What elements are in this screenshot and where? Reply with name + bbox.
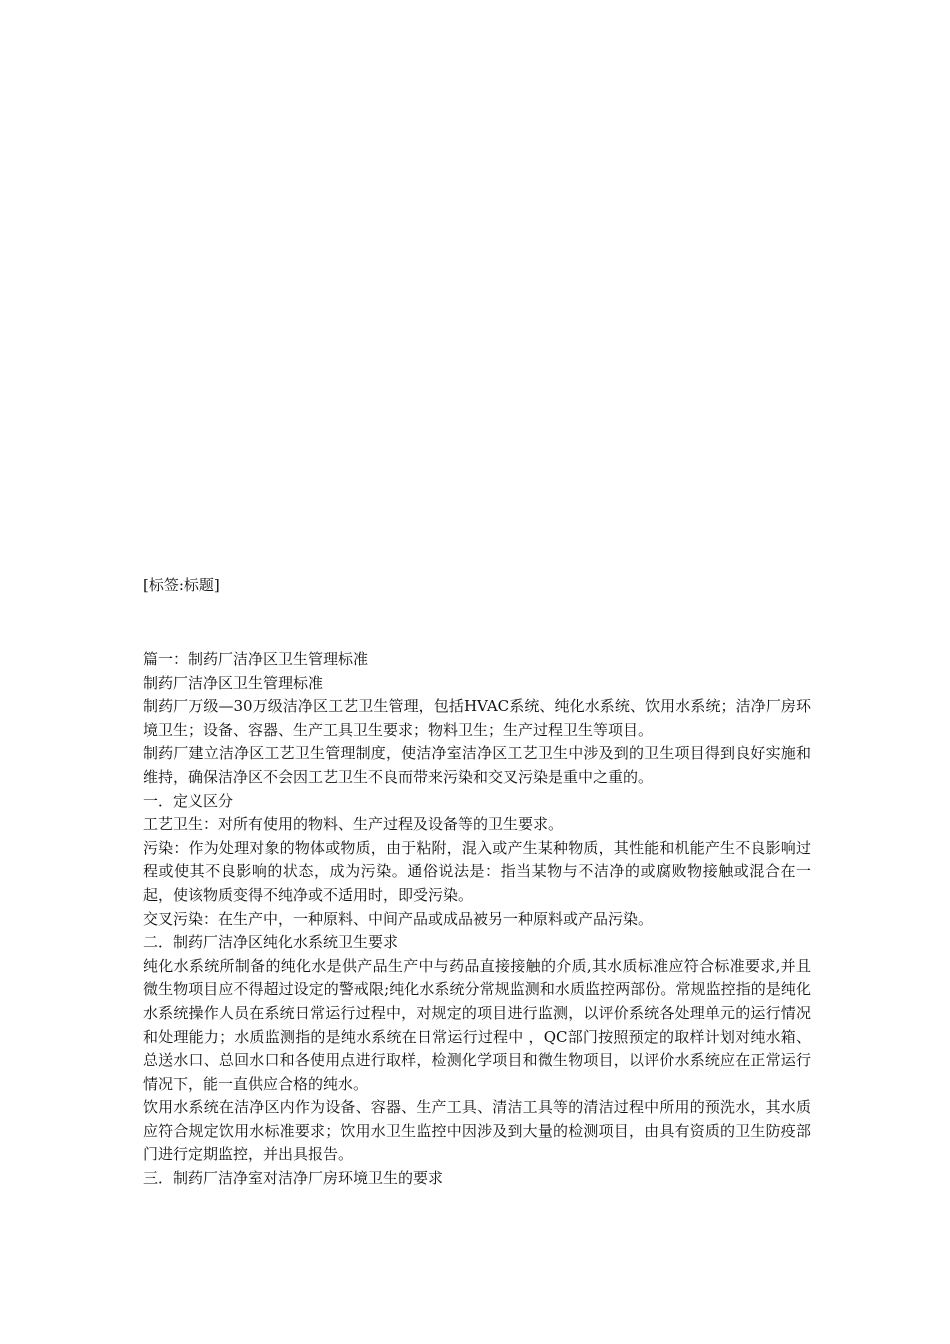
heading-environment-hygiene: 三．制药厂洁净室对洁净厂房环境卫生的要求 <box>143 1169 444 1188</box>
paragraph-contamination: 污染：作为处理对象的物体或物质，由于粘附，混入或产生某种物质，其性能和机能产生不良影响过程或使其不良影响的状态，成为污染。通俗说法是：指当某物与不洁净的或腐败物接触或混合在一起，使该物质变得不纯净或不适用时，即受污染。 <box>143 838 811 904</box>
heading-purified-water: 二．制药厂洁净区纯化水系统卫生要求 <box>143 933 399 952</box>
tag-label: [标签:标题] <box>143 576 220 594</box>
paragraph-purified-water: 纯化水系统所制备的纯化水是供产品生产中与药品直接接触的介质,其水质标准应符合标准要求,并且微生物项目应不得超过设定的警戒限;纯化水系统分常规监测和水质监控两部份。常规监控指的是纯化水系统操作人员在系统日常运行过程中，对规定的项目进行监测，以评价系统各处理单元的运行情况和处理能力；水质监测指的是纯水系统在日常运行过程中 ，QC部门按照预定的取样计划对纯水箱、总送水口、总回水口和各使用点进行取样，检测化学项目和微生物项目，以评价水系统应在正常运行情况下，能一直供应合格的纯水。 <box>143 956 811 1093</box>
document-body <box>143 648 811 1191</box>
heading-definitions: 一．定义区分 <box>143 791 234 810</box>
paragraph-process-hygiene: 工艺卫生：对所有使用的物料、生产过程及设备等的卫生要求。 <box>143 815 564 834</box>
document-heading: 制药厂洁净区卫生管理标准 <box>143 673 324 692</box>
paragraph-cross-contamination: 交叉污染：在生产中，一种原料、中间产品或成品被另一种原料或产品污染。 <box>143 909 654 928</box>
paragraph-drinking-water: 饮用水系统在洁净区内作为设备、容器、生产工具、清洁工具等的清洁过程中所用的预洗水，其水质应符合规定饮用水标准要求；饮用水卫生监控中因涉及到大量的检测项目，由具有资质的卫生防疫部门进行定期监控，并出具报告。 <box>143 1098 811 1164</box>
section-title: 篇一：制药厂洁净区卫生管理标准 <box>143 650 369 668</box>
paragraph-scope: 制药厂万级—30万级洁净区工艺卫生管理，包括HVAC系统、纯化水系统、饮用水系统；洁净厂房环境卫生；设备、容器、生产工具卫生要求；物料卫生；生产过程卫生等项目。 <box>143 697 811 739</box>
paragraph-purpose: 制药厂建立洁净区工艺卫生管理制度，使洁净室洁净区工艺卫生中涉及到的卫生项目得到良好实施和维持，确保洁净区不会因工艺卫生不良而带来污染和交叉污染是重中之重的。 <box>143 744 811 786</box>
